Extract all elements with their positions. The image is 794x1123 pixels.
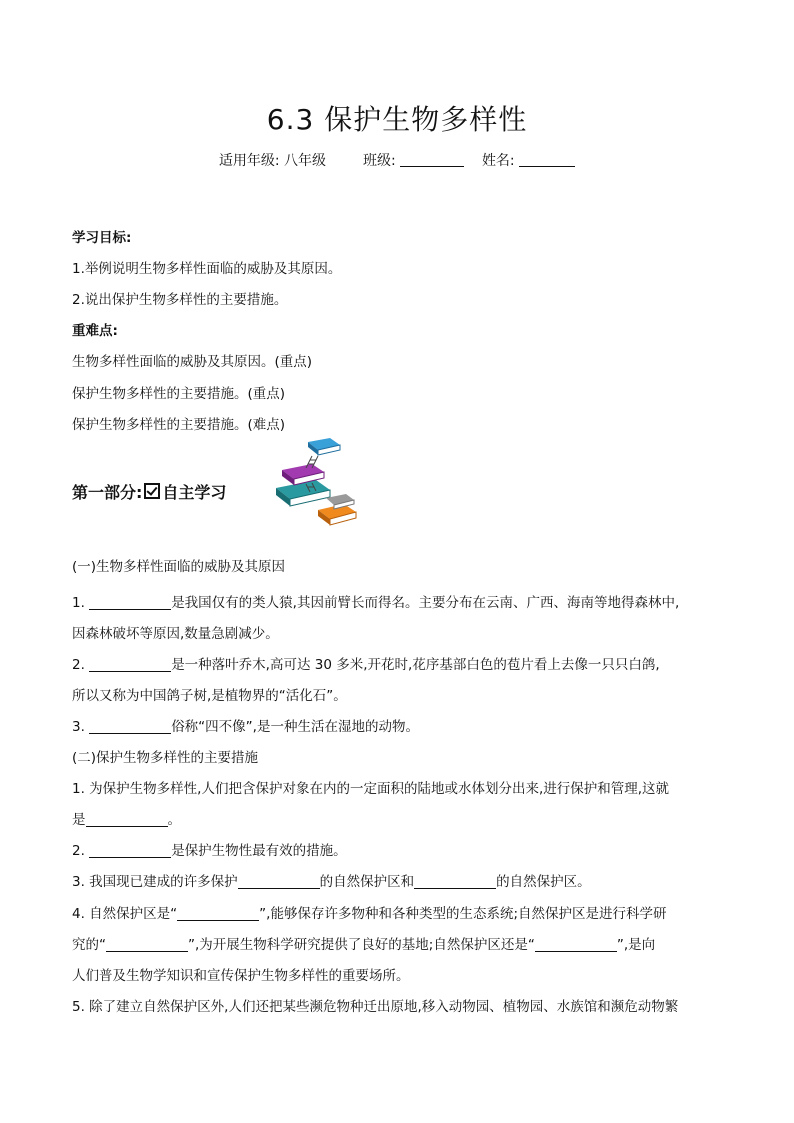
- s2-question-5: 5. 除了建立自然保护区外,人们还把某些濒危物种迁出原地,移入动物园、植物园、水族馆和濒危动物繁: [72, 999, 679, 1015]
- s1-question-2: 2. 是一种落叶乔木,高可达 30 多米,开花时,花序基部白色的苞片看上去像一只只白鸽,: [72, 657, 660, 673]
- page-title: 6.3 保护生物多样性: [266, 103, 528, 136]
- s1-question-1-cont: 因森林破坏等原因,数量急剧减少。: [72, 626, 279, 642]
- answer-blank[interactable]: [89, 656, 171, 672]
- key-point-item: 生物多样性面临的威胁及其原因。(重点): [72, 354, 313, 370]
- s1-question-1: 1. 是我国仅有的类人猿,其因前臂长而得名。主要分布在云南、广西、海南等地得森林中,: [72, 595, 680, 611]
- s2-question-4-cont: 究的“ ”,为开展生物科学研究提供了良好的基地;自然保护区还是“ ”,是向: [72, 937, 656, 953]
- grade-value: 八年级: [284, 153, 327, 169]
- header-info: [0, 150, 794, 170]
- stacked-books-icon: [268, 436, 360, 528]
- answer-blank[interactable]: [414, 873, 496, 889]
- answer-blank[interactable]: [89, 842, 171, 858]
- s2-question-1-cont: 是 。: [72, 812, 181, 828]
- checkbox-icon: [144, 483, 160, 499]
- s2-question-4-cont2: 人们普及生物学知识和宣传保护生物多样性的重要场所。: [72, 968, 410, 984]
- name-blank[interactable]: [519, 152, 575, 167]
- class-label: 班级:: [362, 153, 396, 169]
- s2-question-4: 4. 自然保护区是“ ”,能够保存许多物种和各种类型的生态系统;自然保护区是进行科学研: [72, 906, 667, 922]
- answer-blank[interactable]: [106, 936, 188, 952]
- key-point-item: 保护生物多样性的主要措施。(难点): [72, 417, 286, 433]
- grade-label: 适用年级:: [218, 153, 280, 169]
- answer-blank[interactable]: [177, 905, 259, 921]
- part1-heading: 第一部分: 自主学习: [72, 483, 227, 502]
- answer-blank[interactable]: [238, 873, 320, 889]
- s1-question-2-cont: 所以又称为中国鸽子树,是植物界的“活化石”。: [72, 688, 347, 704]
- objectives-heading: 学习目标:: [72, 230, 132, 246]
- answer-blank[interactable]: [89, 594, 171, 610]
- s2-question-3: 3. 我国现已建成的许多保护 的自然保护区和 的自然保护区。: [72, 874, 591, 890]
- objective-item: 1.举例说明生物多样性面临的威胁及其原因。: [72, 261, 342, 277]
- section1-heading: (一)生物多样性面临的威胁及其原因: [72, 559, 286, 575]
- objective-item: 2.说出保护生物多样性的主要措施。: [72, 292, 288, 308]
- answer-blank[interactable]: [86, 811, 168, 827]
- key-point-item: 保护生物多样性的主要措施。(重点): [72, 386, 286, 402]
- answer-blank[interactable]: [535, 936, 617, 952]
- section2-heading: (二)保护生物多样性的主要措施: [72, 750, 259, 766]
- s2-question-1: 1. 为保护生物多样性,人们把含保护对象在内的一定面积的陆地或水体划分出来,进行保护和管理,这就: [72, 781, 670, 797]
- s2-question-2: 2. 是保护生物性最有效的措施。: [72, 843, 347, 859]
- class-blank[interactable]: [400, 152, 464, 167]
- answer-blank[interactable]: [89, 718, 171, 734]
- s1-question-3: 3. 俗称“四不像”,是一种生活在湿地的动物。: [72, 719, 419, 735]
- name-label: 姓名:: [481, 153, 515, 169]
- key-points-heading: 重难点:: [72, 323, 118, 339]
